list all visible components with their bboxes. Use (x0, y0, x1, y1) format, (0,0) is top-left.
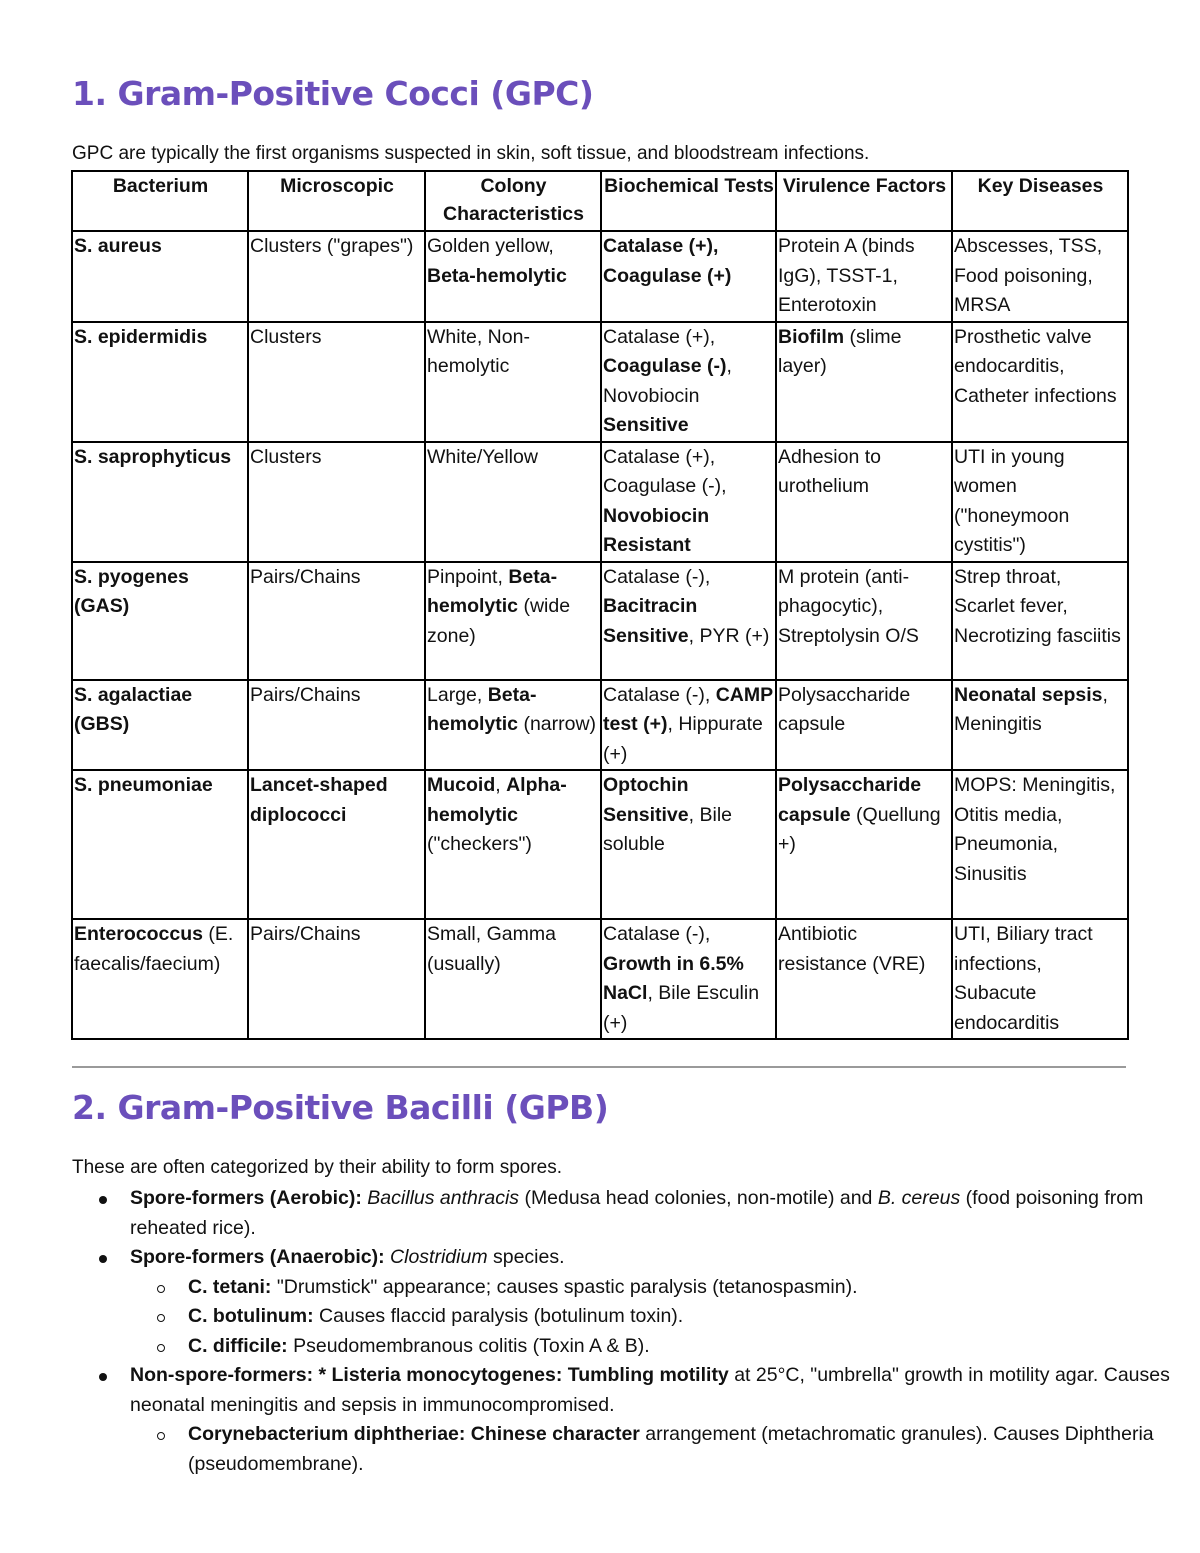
diseases-cell (952, 322, 1128, 442)
bullet-label: Spore-formers (Anaerobic): (130, 1246, 385, 1268)
bacterium-cell (72, 562, 248, 680)
cell-text: (slime layer) (778, 325, 902, 377)
list-item (188, 1302, 1190, 1332)
bullet-text: (food poisoning from reheated rice). (130, 1187, 1144, 1239)
header-biochemical: Biochemical Tests (601, 171, 776, 231)
cell-text: S. pyogenes (GAS) (74, 565, 189, 617)
colony-cell (425, 919, 601, 1039)
cell-text: Neonatal sepsis (954, 683, 1103, 706)
sub-text: Pseudomembranous colitis (Toxin A & B). (287, 1334, 650, 1357)
table-row (72, 231, 1128, 322)
cell-text: , Meningitis (954, 683, 1108, 735)
bacterium-cell (72, 231, 248, 322)
cell-text: Mucoid (427, 774, 496, 796)
diseases-cell (952, 919, 1128, 1039)
cell-text: Clusters (250, 325, 322, 348)
table-row (72, 562, 1128, 680)
biochemical-cell (601, 770, 776, 919)
cell-text: (E. faecalis/faecium) (74, 923, 234, 975)
virulence-cell (776, 442, 952, 562)
cell-text: White/Yellow (427, 445, 538, 468)
biochemical-cell (601, 231, 776, 322)
cell-text: Bacitracin Sensitive (603, 595, 698, 647)
biochemical-cell (601, 562, 776, 680)
list-item (188, 1332, 1190, 1362)
bacterium-cell (72, 322, 248, 442)
diseases-cell (952, 562, 1128, 680)
colony-cell (425, 442, 601, 562)
cell-text: Clusters ("grapes") (250, 235, 414, 257)
sub-label: Corynebacterium diphtheriae: Chinese character (188, 1423, 640, 1445)
header-diseases: Key Diseases (952, 171, 1128, 231)
cell-text: , Bile Esculin (+) (603, 982, 760, 1034)
microscopic-cell (248, 322, 425, 442)
sub-label: C. tetani: (188, 1275, 272, 1298)
bullet-label: Spore-formers (Aerobic): (130, 1187, 362, 1209)
cell-text: Small, Gamma (usually) (427, 923, 556, 975)
cell-text: Growth in 6.5% NaCl (603, 952, 744, 1004)
bacterium-cell (72, 680, 248, 771)
header-microscopic: Microscopic (248, 171, 425, 231)
cell-text: Catalase (-), (603, 923, 711, 945)
diseases-cell (952, 680, 1128, 771)
non-spore-sublist (130, 1420, 1190, 1479)
cell-text: , Hippurate (+) (603, 713, 763, 765)
cell-text: , Bile soluble (603, 803, 732, 855)
header-bacterium: Bacterium (72, 171, 248, 231)
gpc-table (71, 170, 1129, 1040)
diseases-cell (952, 770, 1128, 919)
bullet-text: (Medusa head colonies, non-motile) and (519, 1187, 878, 1209)
cell-text: Golden yellow, (427, 235, 554, 257)
species-name: B. cereus (877, 1187, 961, 1209)
table-row (72, 919, 1128, 1039)
species-name: Bacillus anthracis (367, 1187, 520, 1209)
cell-text: Abscesses, TSS, Food poisoning, MRSA (954, 235, 1103, 316)
cell-text: Protein A (binds IgG), TSST-1, Enterotoxin (778, 235, 915, 316)
cell-text: (narrow) (518, 713, 597, 735)
header-virulence: Virulence Factors (776, 171, 952, 231)
cell-text: Catalase (-), (603, 565, 711, 588)
cell-text: Strep throat, Scarlet fever, Necrotizing fasciitis (954, 565, 1121, 647)
list-item-aerobic (130, 1184, 1190, 1243)
cell-text: CAMP test (+) (603, 683, 773, 735)
cell-text: Antibiotic resistance (VRE) (778, 923, 926, 975)
cell-text: , PYR (+) (688, 624, 770, 647)
colony-cell (425, 322, 601, 442)
species-name: Clostridium (390, 1246, 488, 1268)
virulence-cell (776, 680, 952, 771)
cell-text: White, Non-hemolytic (427, 325, 530, 377)
cell-text: Prosthetic valve endocarditis, Catheter infections (954, 325, 1117, 407)
table-row (72, 322, 1128, 442)
cell-text: , Novobiocin (603, 355, 732, 407)
microscopic-cell (248, 770, 425, 919)
list-item-anaerobic (130, 1243, 1190, 1361)
cell-text: , (495, 774, 507, 796)
cell-text: Beta-hemolytic (427, 683, 537, 735)
sub-text: arrangement (metachromatic granules). Causes Diphtheria (pseudomembrane). (188, 1423, 1154, 1475)
virulence-cell (776, 231, 952, 322)
diseases-cell (952, 231, 1128, 322)
table-row (72, 680, 1128, 771)
section-intro-gpc: GPC are typically the first organisms suspected in skin, soft tissue, and bloodstream infections. (72, 143, 870, 164)
bacterium-cell (72, 770, 248, 919)
colony-cell (425, 562, 601, 680)
sub-text: "Drumstick" appearance; causes spastic paralysis (tetanospasmin). (271, 1275, 858, 1298)
cell-text: (wide zone) (427, 595, 571, 647)
cell-text: Pairs/Chains (250, 683, 361, 706)
cell-text: (Quellung +) (778, 803, 941, 855)
colony-cell (425, 680, 601, 771)
cell-text: Catalase (+), (603, 325, 716, 348)
bacterium-cell (72, 442, 248, 562)
cell-text: Catalase (-), (603, 683, 716, 706)
biochemical-cell (601, 322, 776, 442)
cell-text: S. saprophyticus (74, 445, 232, 468)
cell-text: UTI, Biliary tract infections, Subacute endocarditis (954, 923, 1093, 1034)
cell-text: Novobiocin Resistant (603, 504, 710, 556)
colony-cell (425, 770, 601, 919)
sub-label: C. botulinum: (188, 1305, 314, 1327)
table-row (72, 770, 1128, 919)
cell-text: Pinpoint, (427, 565, 509, 588)
colony-cell (425, 231, 601, 322)
gpb-list (72, 1184, 1190, 1479)
cell-text: Pairs/Chains (250, 923, 361, 945)
bullet-label: Non-spore-formers: * Listeria monocytogenes: Tumbling motility (130, 1364, 729, 1386)
virulence-cell (776, 322, 952, 442)
section-title-gpc: 1. Gram-Positive Cocci (GPC) (72, 74, 594, 113)
cell-text: Biofilm (778, 325, 845, 348)
cell-text: Coagulase (-) (603, 355, 727, 377)
list-item (188, 1420, 1190, 1479)
biochemical-cell (601, 442, 776, 562)
table-row (72, 442, 1128, 562)
cell-text: Sensitive (603, 414, 689, 436)
cell-text: Beta-hemolytic (427, 264, 567, 287)
cell-text: S. aureus (74, 235, 162, 257)
bullet-text: species. (487, 1246, 565, 1268)
cell-text: Beta-hemolytic (427, 565, 558, 617)
sub-text: Causes flaccid paralysis (botulinum toxin). (313, 1305, 684, 1327)
cell-text: Alpha-hemolytic (427, 774, 567, 826)
cell-text: MOPS: Meningitis, Otitis media, Pneumonia, Sinusitis (954, 774, 1116, 885)
cell-text: Optochin Sensitive (603, 774, 689, 826)
cell-text: S. pneumoniae (74, 774, 213, 796)
microscopic-cell (248, 442, 425, 562)
sub-label: C. difficile: (188, 1334, 288, 1357)
section-title-gpb: 2. Gram-Positive Bacilli (GPB) (72, 1088, 609, 1127)
cell-text: M protein (anti-phagocytic), Streptolysin O/S (778, 565, 919, 647)
bullet-text: at 25°C, "umbrella" growth in motility agar. Causes neonatal meningitis and sepsis in immunocompromised. (130, 1364, 1170, 1416)
cell-text: Pairs/Chains (250, 565, 361, 588)
virulence-cell (776, 562, 952, 680)
cell-text: Clusters (250, 445, 322, 468)
bacterium-cell (72, 919, 248, 1039)
virulence-cell (776, 919, 952, 1039)
cell-text: Polysaccharide capsule (778, 774, 922, 826)
cell-text: Catalase (+), Coagulase (-), (603, 445, 727, 497)
biochemical-cell (601, 680, 776, 771)
section-divider (72, 1066, 1126, 1068)
virulence-cell (776, 770, 952, 919)
section-intro-gpb: These are often categorized by their ability to form spores. (72, 1157, 563, 1178)
list-item-non-spore (130, 1361, 1190, 1479)
cell-text: Large, (427, 683, 488, 706)
cell-text: ("checkers") (427, 833, 532, 855)
table-header-row (72, 171, 1128, 231)
cell-text: Polysaccharide capsule (778, 683, 911, 735)
list-item (188, 1273, 1190, 1303)
header-colony: Colony Characteristics (425, 171, 601, 231)
microscopic-cell (248, 919, 425, 1039)
biochemical-cell (601, 919, 776, 1039)
cell-text: Enterococcus (74, 923, 203, 945)
cell-text: S. epidermidis (74, 325, 208, 348)
anaerobic-sublist (130, 1273, 1190, 1362)
microscopic-cell (248, 680, 425, 771)
microscopic-cell (248, 231, 425, 322)
cell-text: Lancet-shaped diplococci (250, 774, 388, 826)
diseases-cell (952, 442, 1128, 562)
cell-text: S. agalactiae (GBS) (74, 683, 193, 735)
cell-text: Adhesion to urothelium (778, 445, 881, 497)
microscopic-cell (248, 562, 425, 680)
cell-text: UTI in young women ("honeymoon cystitis") (954, 445, 1070, 556)
cell-text: Catalase (+), Coagulase (+) (603, 235, 732, 287)
